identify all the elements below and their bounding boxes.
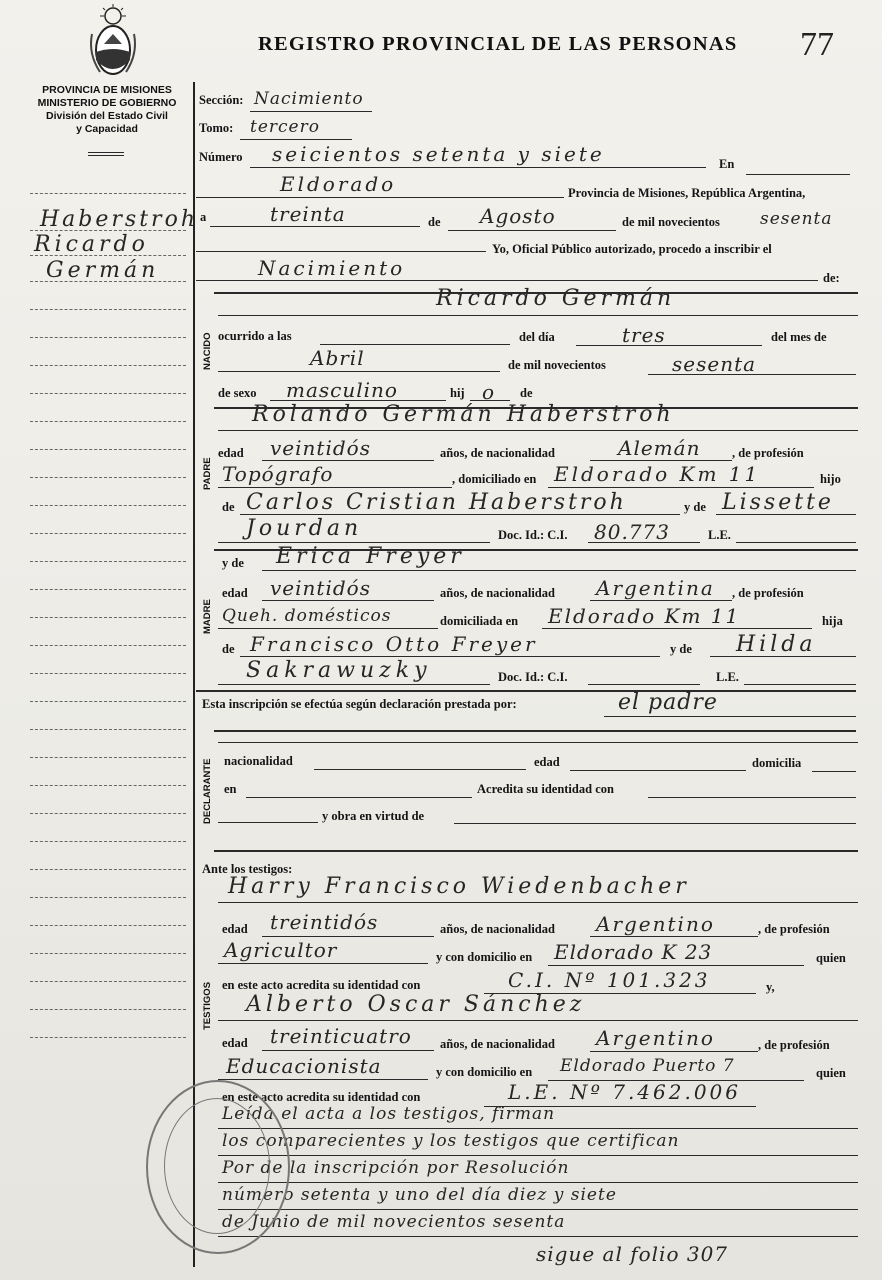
declarante-section-label: DECLARANTE — [202, 758, 213, 824]
madre-nac-label: años, de nacionalidad — [440, 586, 555, 600]
padre-edad-label: edad — [218, 446, 244, 460]
coat-of-arms-icon — [86, 4, 140, 82]
madre-section-label: MADRE — [202, 599, 213, 634]
testigo2-prof-label: , de profesión — [758, 1038, 830, 1052]
padre-mother-value: Lissette — [722, 490, 834, 515]
declarante-dom-label: domicilia — [752, 756, 802, 770]
seccion-value: Nacimiento — [254, 89, 364, 109]
a-label: a — [200, 210, 207, 224]
padre-nac-label: años, de nacionalidad — [440, 446, 555, 460]
declarante-acredita-label: Acredita su identidad con — [477, 782, 614, 796]
testigo2-name: Alberto Oscar Sánchez — [246, 992, 586, 1017]
testigo2-nac-label: años, de nacionalidad — [440, 1037, 555, 1051]
document-title: REGISTRO PROVINCIAL DE LAS PERSONAS — [258, 33, 738, 55]
padre-de-label: de — [222, 500, 235, 514]
madre-doc-label: Doc. Id.: C.I. — [498, 670, 568, 684]
testigo1-edad-value: treintidós — [270, 910, 379, 934]
ministry-line-4: y Capacidad — [76, 123, 138, 135]
nacido-name-value: Ricardo Germán — [436, 286, 676, 311]
mil-label: de mil novecientos — [508, 358, 606, 372]
testigo1-nac-label: años, de nacionalidad — [440, 922, 555, 936]
madre-y-de2-label: y de — [670, 642, 692, 656]
madre-nac-value: Argentina — [596, 576, 715, 600]
numero-label: Número — [199, 150, 243, 164]
nacido-section-label: NACIDO — [202, 332, 213, 370]
testigo1-id-value: C.I. Nº 101.323 — [508, 968, 711, 992]
madre-father-value: Francisco Otto Freyer — [250, 632, 538, 656]
year-value: sesenta — [760, 209, 833, 229]
province-label: Provincia de Misiones, República Argentina, — [568, 186, 806, 200]
declarante-edad-label: edad — [534, 755, 560, 769]
testigo1-acto-label: en este acto acredita su identidad con — [222, 978, 421, 992]
testigo1-dom-value: Eldorado K 23 — [554, 940, 713, 964]
madre-edad-value: veintidós — [270, 576, 371, 600]
declarante-virtud-label: y obra en virtud de — [322, 809, 425, 823]
testigo2-id-value: L.E. Nº 7.462.006 — [508, 1080, 742, 1104]
en-label: En — [719, 157, 735, 171]
padre-prof-label: , de profesión — [732, 446, 804, 460]
testigo1-prof-value: Agricultor — [224, 938, 338, 962]
madre-hija-label: hija — [822, 614, 843, 628]
testigos-section-label: TESTIGOS — [202, 981, 213, 1030]
place-value: Eldorado — [280, 172, 397, 196]
madre-y-de-label: y de — [222, 556, 244, 570]
padre-doc-label: Doc. Id.: C.I. — [498, 528, 568, 542]
act-type-value: Nacimiento — [258, 256, 406, 280]
madre-edad-label: edad — [222, 586, 248, 600]
anio-value: sesenta — [672, 352, 757, 376]
testigo1-quien-label: quien — [816, 951, 846, 965]
testigo1-edad-label: edad — [222, 922, 248, 936]
annotation-line-3: Por de la inscripción por Resolución — [222, 1158, 570, 1178]
de-colon-label: de: — [823, 271, 840, 285]
tomo-label: Tomo: — [199, 121, 234, 135]
official-seal — [146, 1080, 290, 1254]
del-mes-label: del mes de — [771, 330, 827, 344]
dia-value: tres — [622, 323, 666, 347]
padre-mother-value-2: Jourdan — [246, 516, 363, 541]
declaracion-label: Esta inscripción se efectúa según declaración prestada por: — [202, 697, 517, 711]
hij-value: o — [482, 380, 496, 404]
margin-second-name: Germán — [46, 258, 160, 283]
annotation-line-4: número setenta y uno del día diez y siete — [222, 1185, 617, 1205]
testigo2-nac-value: Argentino — [596, 1026, 715, 1050]
testigo2-edad-value: treinticuatro — [270, 1024, 412, 1048]
padre-edad-value: veintidós — [270, 436, 371, 460]
padre-name-value: Rolando Germán Haberstroh — [252, 402, 675, 427]
oficial-text: Yo, Oficial Público autorizado, procedo a inscribir el — [492, 242, 772, 256]
testigo1-name: Harry Francisco Wiedenbacher — [228, 874, 690, 899]
de-label: de — [428, 215, 441, 229]
padre-section-label: PADRE — [202, 457, 213, 490]
sexo-value: masculino — [286, 378, 398, 402]
padre-dom-label: , domiciliado en — [452, 472, 537, 486]
ministry-line-1: PROVINCIA DE MISIONES — [42, 84, 172, 96]
padre-nac-value: Alemán — [618, 436, 701, 460]
padre-y-de-label: y de — [684, 500, 706, 514]
padre-doc-value: 80.773 — [594, 520, 670, 544]
annotation-line-5: de Junio de mil novecientos sesenta — [222, 1212, 566, 1232]
ministry-line-3: División del Estado Civil — [46, 110, 168, 122]
seccion-label: Sección: — [199, 93, 244, 107]
nacido-de-label: de — [520, 386, 533, 400]
padre-prof-value: Topógrafo — [222, 462, 334, 486]
testigo2-edad-label: edad — [222, 1036, 248, 1050]
day-value: treinta — [270, 202, 346, 226]
declarante-en-label: en — [224, 782, 237, 796]
continuation-note: sigue al folio 307 — [536, 1242, 729, 1266]
padre-dom-value: Eldorado Km 11 — [554, 462, 761, 486]
testigo2-prof-value: Educacionista — [226, 1054, 382, 1078]
hij-label: hij — [450, 386, 465, 400]
ante-testigos-label: Ante los testigos: — [202, 862, 293, 876]
ministry-line-2: MINISTERIO DE GOBIERNO — [37, 97, 177, 109]
ministry-header — [32, 84, 182, 136]
declaracion-value: el padre — [618, 690, 718, 715]
annotation-line-2: los comparecientes y los testigos que certifican — [222, 1131, 680, 1151]
testigo2-quien-label: quien — [816, 1066, 846, 1080]
testigo1-dom-label: y con domicilio en — [436, 950, 533, 964]
madre-de-label: de — [222, 642, 235, 656]
testigo1-prof-label: , de profesión — [758, 922, 830, 936]
del-dia-label: del día — [519, 330, 555, 344]
year-label: de mil novecientos — [622, 215, 720, 229]
testigo1-nac-value: Argentino — [596, 912, 715, 936]
madre-name-value: Erica Freyer — [276, 544, 465, 569]
madre-dom-label: domiciliada en — [440, 614, 519, 628]
padre-hijo-label: hijo — [820, 472, 841, 486]
padre-le-label: L.E. — [708, 528, 731, 542]
testigo2-acto-label: en este acto acredita su identidad con — [222, 1090, 421, 1104]
margin-first-name: Ricardo — [34, 232, 149, 257]
madre-dom-value: Eldorado Km 11 — [548, 604, 741, 628]
declarante-nac-label: nacionalidad — [224, 754, 293, 768]
ocurrido-label: ocurrido a las — [218, 329, 292, 343]
annotation-line-1: Leída el acta a los testigos, firman — [222, 1104, 556, 1124]
madre-le-label: L.E. — [716, 670, 739, 684]
numero-value: seicientos setenta y siete — [272, 142, 605, 166]
margin-surname: Haberstroh — [40, 207, 198, 232]
folio-number: 77 — [800, 26, 834, 63]
padre-father-value: Carlos Cristian Haberstroh — [246, 490, 627, 515]
testigo1-y-label: y, — [766, 980, 775, 994]
tomo-value: tercero — [250, 117, 320, 137]
sexo-label: de sexo — [218, 386, 257, 400]
testigo2-dom-label: y con domicilio en — [436, 1065, 533, 1079]
madre-mother-value-2: Sakrawuzky — [246, 658, 432, 683]
month-value: Agosto — [480, 204, 556, 228]
madre-prof-value: Queh. domésticos — [222, 606, 392, 626]
testigo2-dom-value: Eldorado Puerto 7 — [560, 1056, 735, 1076]
madre-mother-value: Hilda — [736, 632, 817, 657]
mes-value: Abril — [310, 346, 365, 370]
madre-prof-label: , de profesión — [732, 586, 804, 600]
